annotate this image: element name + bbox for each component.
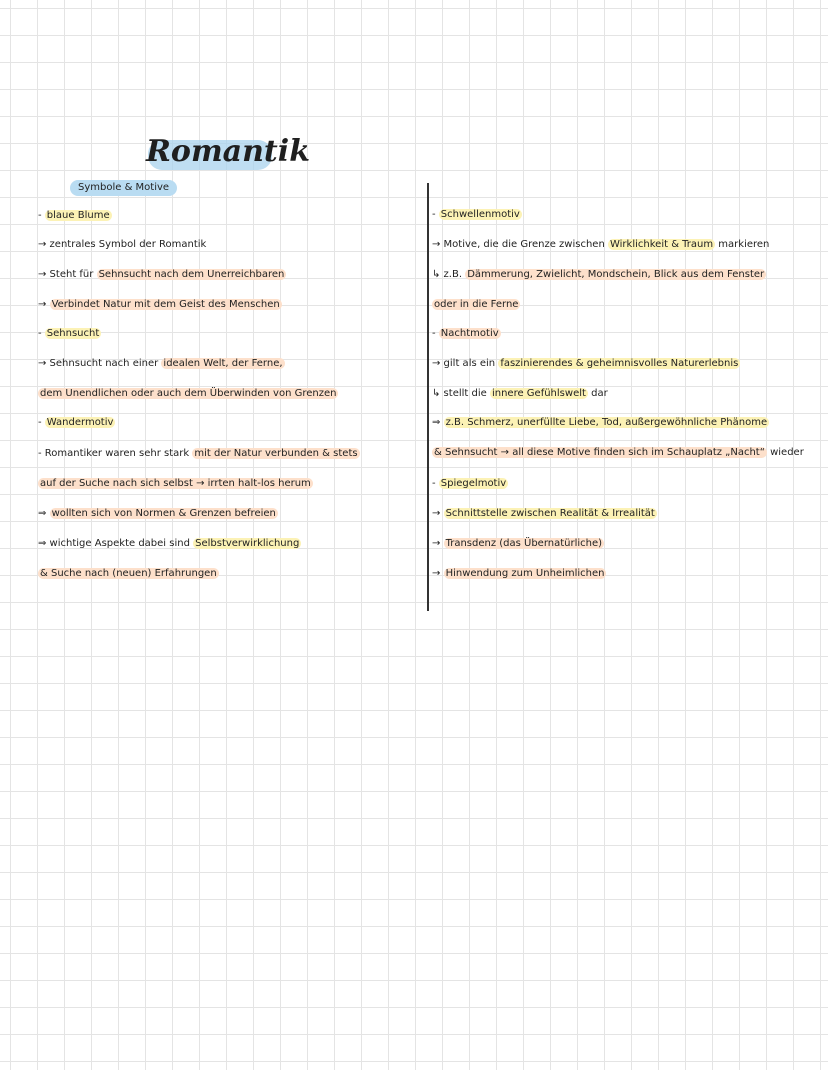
- left-note-pre: -: [38, 417, 45, 428]
- right-note-line: [432, 238, 769, 252]
- right-note-hl: faszinierendes & geheimnisvolles Naturerlebnis: [500, 358, 739, 369]
- left-note-line: [38, 567, 219, 581]
- left-note-line: [38, 416, 115, 430]
- left-note-hl: mit der Natur verbunden & stets: [194, 448, 358, 459]
- right-note-hl: Nachtmotiv: [440, 328, 499, 339]
- left-note-pre: -: [38, 328, 45, 339]
- right-note-post: wieder: [766, 447, 804, 458]
- right-note-hl: Schwellenmotiv: [440, 209, 520, 220]
- right-note-line: [432, 268, 766, 282]
- left-note-pre: → Steht für: [38, 269, 97, 280]
- left-note-line: [38, 507, 278, 521]
- column-divider: [427, 183, 429, 611]
- right-note-post: dar: [587, 388, 608, 399]
- left-note-hl: Sehnsucht: [46, 328, 100, 339]
- right-note-pre: →: [432, 568, 444, 579]
- right-note-line: [432, 537, 604, 551]
- right-note-line: [432, 208, 522, 222]
- right-note-line: [432, 477, 508, 491]
- right-note-hl: Spiegelmotiv: [440, 478, 507, 489]
- left-note-pre: → Sehnsucht nach einer: [38, 358, 162, 369]
- right-note-line: [432, 327, 501, 341]
- left-note-hl: auf der Suche nach sich selbst → irrten halt-los herum: [40, 478, 311, 489]
- left-note-line: [38, 387, 338, 401]
- left-note-hl: Wandermotiv: [46, 417, 114, 428]
- right-note-hl: Transdenz (das Übernatürliche): [445, 538, 603, 549]
- left-note-pre: ⇒: [38, 508, 50, 519]
- right-note-hl: oder in die Ferne: [434, 299, 519, 310]
- right-note-pre: → gilt als ein: [432, 358, 499, 369]
- left-note-line: [38, 447, 360, 461]
- right-note-line: [432, 387, 608, 401]
- left-note-line: [38, 209, 112, 223]
- left-note-line: [38, 477, 313, 491]
- right-note-pre: →: [432, 538, 444, 549]
- right-note-line: [432, 298, 520, 312]
- left-note-line: [38, 268, 286, 282]
- right-note-hl: innere Gefühlswelt: [491, 388, 586, 399]
- left-note-pre: →: [38, 299, 50, 310]
- left-note-line: [38, 298, 282, 312]
- left-note-line: [38, 238, 206, 252]
- left-note-hl: blaue Blume: [46, 210, 110, 221]
- left-note-line: [38, 537, 301, 551]
- right-note-pre: → Motive, die die Grenze zwischen: [432, 239, 608, 250]
- right-note-hl: & Sehnsucht → all diese Motive finden sich im Schauplatz „Nacht“: [434, 447, 765, 458]
- left-note-hl: Verbindet Natur mit dem Geist des Menschen: [51, 299, 280, 310]
- left-note-line: [38, 327, 101, 341]
- left-note-pre: → zentrales Symbol der Romantik: [38, 239, 207, 250]
- right-note-pre: -: [432, 328, 439, 339]
- left-note-pre: - Romantiker waren sehr stark: [38, 448, 193, 459]
- right-note-post: markieren: [715, 239, 770, 250]
- page-title: Romantik: [146, 134, 310, 169]
- right-note-pre: →: [432, 508, 444, 519]
- right-note-pre: ↳ z.B.: [432, 269, 466, 280]
- right-note-pre: -: [432, 478, 439, 489]
- left-note-hl: dem Unendlichen oder auch dem Überwinden von Grenzen: [40, 388, 337, 399]
- right-note-hl: Hinwendung zum Unheimlichen: [445, 568, 605, 579]
- right-note-line: [432, 507, 657, 521]
- right-note-line: [432, 357, 740, 371]
- right-note-pre: -: [432, 209, 439, 220]
- right-note-hl: Dämmerung, Zwielicht, Mondschein, Blick aus dem Fenster: [467, 269, 765, 280]
- page-subtitle: Symbole & Motive: [70, 180, 177, 196]
- right-note-line: [432, 567, 606, 581]
- left-note-pre: -: [38, 210, 45, 221]
- left-note-line: [38, 357, 285, 371]
- right-note-hl: Wirklichkeit & Traum: [609, 239, 714, 250]
- right-note-line: [432, 446, 804, 460]
- left-note-hl: Selbstverwirklichung: [195, 538, 300, 549]
- right-note-hl: z.B. Schmerz, unerfüllte Liebe, Tod, außergewöhnliche Phänome: [445, 417, 768, 428]
- right-note-pre: ↳ stellt die: [432, 388, 490, 399]
- left-note-hl: idealen Welt, der Ferne,: [163, 358, 283, 369]
- left-note-hl: wollten sich von Normen & Grenzen befreien: [51, 508, 276, 519]
- left-note-hl: & Suche nach (neuen) Erfahrungen: [40, 568, 217, 579]
- right-note-line: [432, 416, 769, 430]
- right-note-pre: ⇒: [432, 417, 444, 428]
- left-note-hl: Sehnsucht nach dem Unerreichbaren: [98, 269, 285, 280]
- right-note-hl: Schnittstelle zwischen Realität & Irrealität: [445, 508, 655, 519]
- left-note-pre: ⇒ wichtige Aspekte dabei sind: [38, 538, 194, 549]
